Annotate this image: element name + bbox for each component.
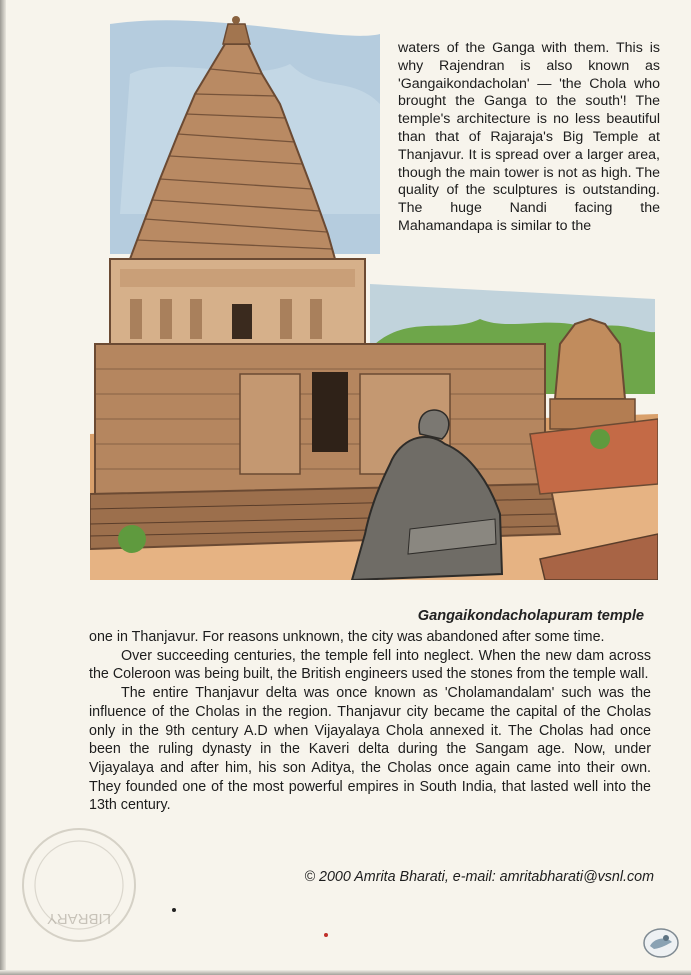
body-text [89, 628, 651, 815]
text-paragraph-top: waters of the Ganga with them. This is why Rajendran is also known as 'Gangaikondacholan' — 'the Chola who brought the Ganga to the south'! The temple's architecture is no less beautiful than that of Rajaraja's Big Temple at Thanjavur. It is spread over a larger area, though the main tower is not as high. The quality of the sculptures is outstanding. The huge Nandi facing the Mahamandapa is similar to the [396, 38, 660, 240]
image-caption: Gangaikondacholapuram temple [417, 608, 644, 624]
paragraph-cholamandalam: The entire Thanjavur delta was once known as 'Cholamandalam' such was the influence of the Cholas in the region. Thanjavur city became the capital of the Cholas only in the 9th century A.D when Vijayalaya Chola annexed it. The Cholas had once been the ruling dynasty in the Kaveri delta during the Sangam age. Now, under Vijayalaya and after him, his son Aditya, the Cholas once again came into their own. They founded one of the most powerful empires in South India, that lasted well into the 13th century. [89, 685, 651, 814]
library-stamp [14, 820, 144, 950]
page-edge-bottom [0, 970, 691, 975]
page-edge-shadow [0, 0, 6, 975]
publisher-logo-icon [642, 926, 680, 960]
stamp-text: LIBRARY [47, 910, 111, 927]
ink-speck-red [324, 933, 328, 937]
ink-speck [172, 908, 176, 912]
paragraph-continuation: one in Thanjavur. For reasons unknown, the city was abandoned after some time. [89, 629, 605, 645]
paragraph-neglect: Over succeeding centuries, the temple fell into neglect. When the new dam across the Coleroon was being built, the British engineers used the stones from the temple wall. [89, 647, 651, 683]
copyright-line: © 2000 Amrita Bharati, e-mail: amritabharati@vsnl.com [304, 869, 654, 885]
